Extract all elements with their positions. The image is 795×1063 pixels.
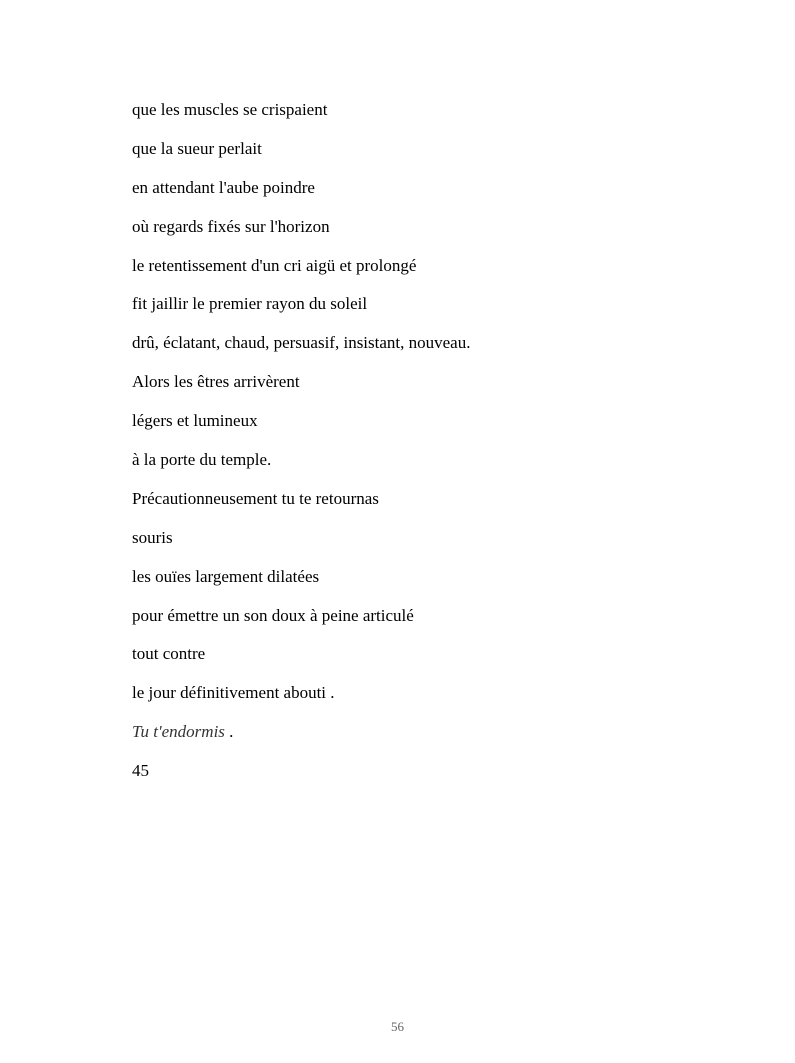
poem-line: le jour définitivement abouti .	[132, 683, 335, 703]
poem-line: souris	[132, 527, 173, 547]
poem-line: pour émettre un son doux à peine articulé	[132, 605, 414, 625]
poem-line: Précautionneusement tu te retournas	[132, 488, 379, 508]
closing-period: .	[224, 722, 234, 742]
poem-line: Alors les êtres arrivèrent	[132, 372, 300, 392]
poem-closing-line	[132, 722, 470, 742]
poem-line: que la sueur perlait	[132, 138, 262, 158]
page-number: 56	[391, 1019, 404, 1034]
poem-line: où regards fixés sur l'horizon	[132, 216, 330, 236]
poem-line: en attendant l'aube poindre	[132, 177, 315, 197]
poem-line: drû, éclatant, chaud, persuasif, insistant, nouveau.	[132, 333, 471, 353]
poem-line: les ouïes largement dilatées	[132, 566, 320, 586]
poem	[132, 100, 470, 800]
poem-line: le retentissement d'un cri aigü et prolongé	[132, 255, 417, 275]
poem-line: fit jaillir le premier rayon du soleil	[132, 294, 368, 314]
poem-line: à la porte du temple.	[132, 450, 272, 470]
poem-line: tout contre	[132, 644, 206, 664]
poem-line: que les muscles se crispaient	[132, 100, 328, 119]
poem-number: 45	[132, 761, 149, 781]
closing-italic-text: Tu t'endormis	[132, 722, 225, 742]
poem-line: légers et lumineux	[132, 411, 258, 431]
